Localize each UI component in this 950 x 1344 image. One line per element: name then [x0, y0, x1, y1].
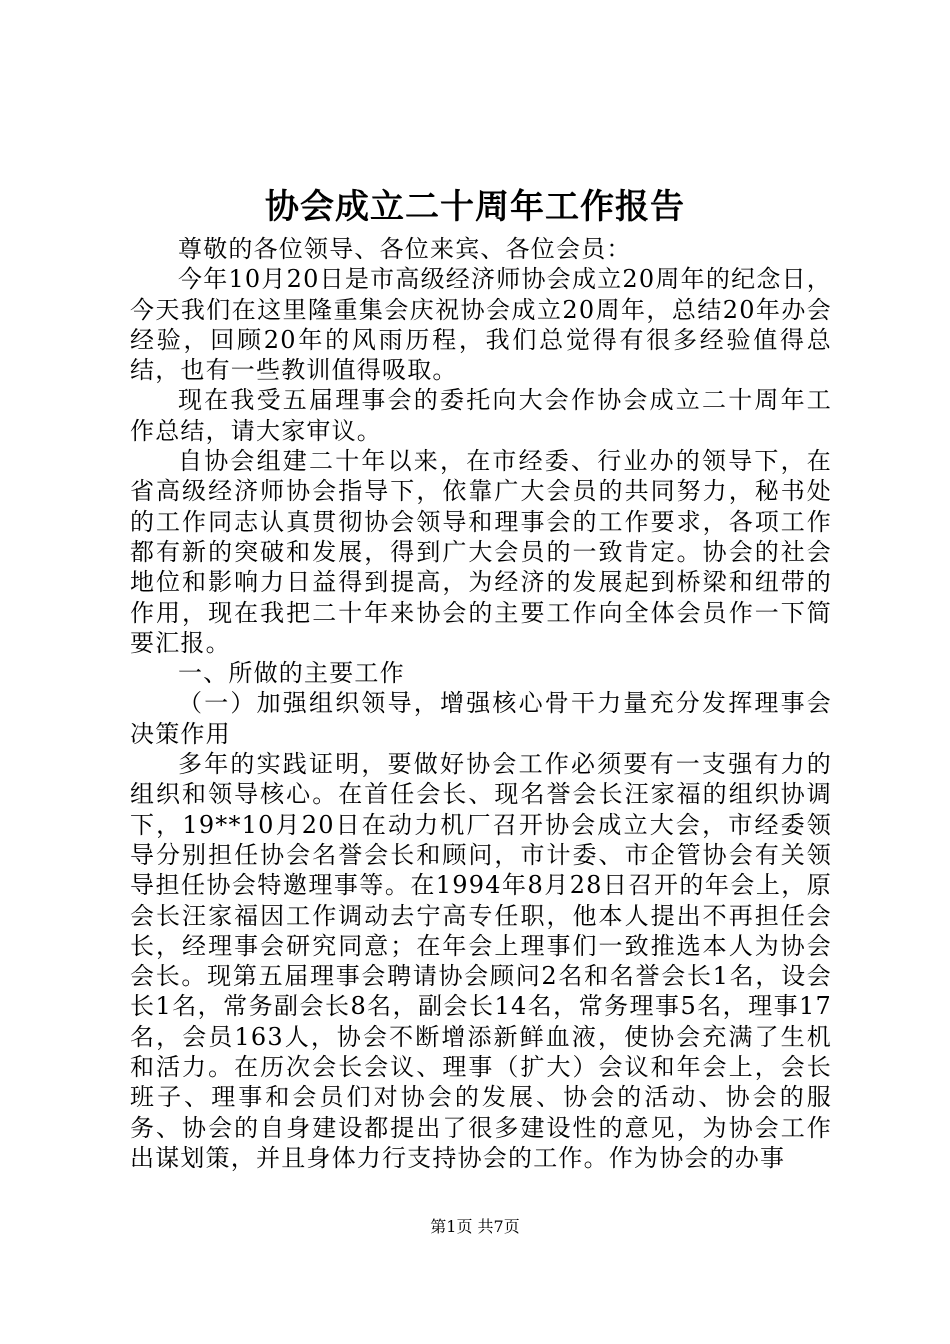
body-paragraph: 多年的实践证明，要做好协会工作必须要有一支强有力的组织和领导核心。在首任会长、现名誉会长汪家福的组织协调下，19**10月20日在动力机厂召开协会成立大会，市经委领导分别担任协会名誉会长和顾问，市计委、市企管协会有关领导担任协会特邀理事等。在1994年8月28日召开的年会上，原会长汪家福因工作调动去宁高专任职，他本人提出不再担任会长，经理事会研究同意；在年会上理事们一致推选本人为协会会长。现第五届理事会聘请协会顾问2名和名誉会长1名，设会长1名，常务副会长8名，副会长14名，常务理事5名，理事17名，会员163人，协会不断增添新鲜血液，使协会充满了生机和活力。在历次会长会议、理事（扩大）会议和年会上，会长班子、理事和会员们对协会的发展、协会的活动、协会的服务、协会的自身建设都提出了很多建设性的意见，为协会工作出谋划策，并且身体力行支持协会的工作。作为协会的办事 [130, 750, 832, 1172]
page-number: 第1页 共7页 [430, 1217, 520, 1236]
body-paragraph: 自协会组建二十年以来，在市经委、行业办的领导下，在省高级经济师协会指导下，依靠广大会员的共同努力，秘书处的工作同志认真贯彻协会领导和理事会的工作要求，各项工作都有新的突破和发展，得到广大会员的一致肯定。协会的社会地位和影响力日益得到提高，为经济的发展起到桥梁和纽带的作用，现在我把二十年来协会的主要工作向全体会员作一下简要汇报。 [130, 447, 832, 657]
document-title: 协会成立二十周年工作报告 [265, 187, 685, 227]
subsection-heading: （一）加强组织领导，增强核心骨干力量充分发挥理事会决策作用 [130, 689, 832, 748]
document-body [130, 234, 832, 1173]
body-paragraph: 现在我受五届理事会的委托向大会作协会成立二十周年工作总结，请大家审议。 [130, 386, 832, 445]
section-heading: 一、所做的主要工作 [178, 659, 405, 688]
salutation-paragraph: 尊敬的各位领导、各位来宾、各位会员： [178, 235, 632, 263]
body-paragraph: 今年10月20日是市高级经济师协会成立20周年的纪念日，今天我们在这里隆重集会庆祝协会成立20周年，总结20年办会经验，回顾20年的风雨历程，我们总觉得有很多经验值得总结，也有一些教训值得吸取。 [130, 265, 832, 385]
